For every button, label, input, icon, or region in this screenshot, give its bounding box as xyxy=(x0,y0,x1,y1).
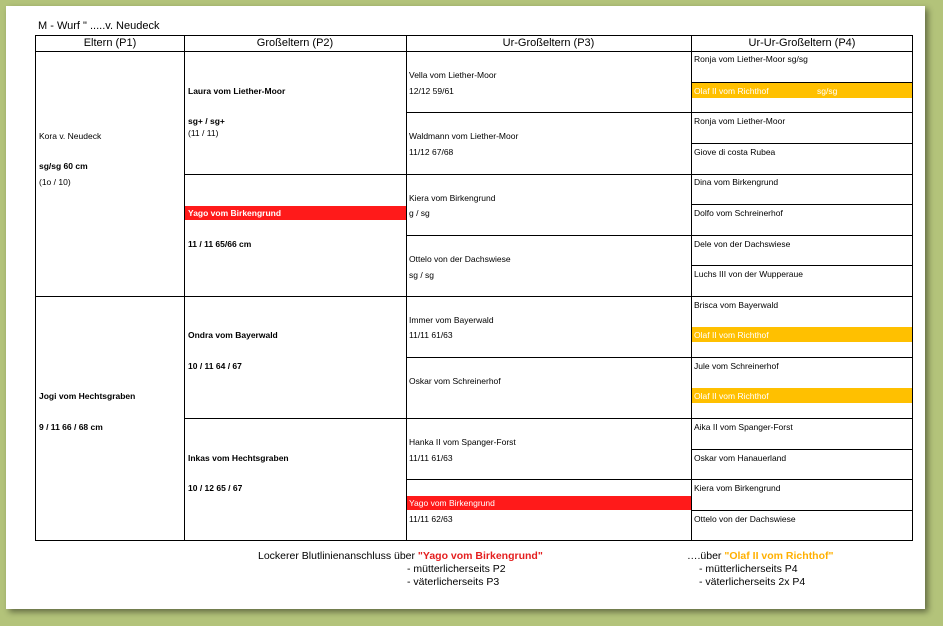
p3-hanka-rating: 11/11 61/63 xyxy=(409,453,453,463)
p3-yago-rating: 11/11 62/63 xyxy=(409,514,453,524)
p4-item: Ottelo von der Dachswiese xyxy=(694,514,796,524)
p3-waldmann-rating: 11/12 67/68 xyxy=(409,147,454,157)
p3-kiera-name: Kiera vom Birkengrund xyxy=(409,193,496,203)
p2-yago-rating: 11 / 11 65/66 cm xyxy=(188,239,252,249)
header-divider xyxy=(36,51,912,52)
p3-waldmann-name: Waldmann vom Liether-Moor xyxy=(409,131,519,141)
row-divider xyxy=(406,357,912,358)
row-divider xyxy=(184,418,912,419)
row-divider xyxy=(184,174,912,175)
legend-left-prefix: Lockerer Blutlinienanschluss über xyxy=(258,550,418,562)
p3-yago-name: Yago vom Birkengrund xyxy=(409,498,495,508)
row-divider xyxy=(691,204,912,205)
p3-vella-name: Vella vom Liether-Moor xyxy=(409,70,497,80)
p2-inkas-rating: 10 / 12 65 / 67 xyxy=(188,483,243,493)
p3-vella-rating: 12/12 59/61 xyxy=(409,86,454,96)
row-divider xyxy=(691,143,912,144)
row-divider xyxy=(691,449,912,450)
p4-item: Olaf II vom Richthof xyxy=(694,391,769,401)
legend-left-highlight: "Yago vom Birkengrund" xyxy=(417,550,543,562)
p1-sire-rating: 9 / 11 66 / 68 cm xyxy=(39,422,103,432)
p1-dam-extra: (1o / 10) xyxy=(39,177,71,187)
p1-dam-name: Kora v. Neudeck xyxy=(39,131,102,141)
p3-hanka-name: Hanka II vom Spanger-Forst xyxy=(409,437,516,447)
p2-laura-rating: sg+ / sg+ xyxy=(188,116,225,126)
legend-left-title xyxy=(258,550,543,562)
p4-item: Dina vom Birkengrund xyxy=(694,177,779,187)
header-p1: Eltern (P1) xyxy=(83,37,137,49)
row-divider xyxy=(691,510,912,511)
p2-ondra-rating: 10 / 11 64 / 67 xyxy=(188,361,242,371)
legend-right-line1: - mütterlicherseits P4 xyxy=(699,563,798,575)
p4-item: Dele von der Dachswiese xyxy=(694,239,791,249)
p3-immer-name: Immer vom Bayerwald xyxy=(409,315,494,325)
p4-item: Jule vom Schreinerhof xyxy=(694,361,779,371)
p3-immer-rating: 11/11 61/63 xyxy=(409,330,453,340)
row-divider xyxy=(406,479,912,480)
document-page xyxy=(6,6,925,609)
p4-item: Dolfo vom Schreinerhof xyxy=(694,208,783,218)
row-divider xyxy=(406,235,912,236)
p2-ondra-name: Ondra vom Bayerwald xyxy=(188,330,278,340)
p3-ottelo-name: Ottelo von der Dachswiese xyxy=(409,254,511,264)
p3-ottelo-rating: sg / sg xyxy=(409,270,435,280)
p4-item: Ronja vom Liether-Moor sg/sg xyxy=(694,54,808,64)
legend-left-line2: - väterlicherseits P3 xyxy=(407,576,500,588)
p4-item: Luchs III von der Wupperaue xyxy=(694,269,803,279)
header-p4: Ur-Ur-Großeltern (P4) xyxy=(748,37,856,49)
p4-item: Giove di costa Rubea xyxy=(694,147,776,157)
p4-item: Aika II vom Spanger-Forst xyxy=(694,422,793,432)
legend-left-line1: - mütterlicherseits P2 xyxy=(407,563,506,575)
pedigree-table xyxy=(35,35,913,541)
p3-kiera-rating: g / sg xyxy=(409,208,430,218)
legend-right-prefix: ….über xyxy=(687,550,725,562)
p4-item-rating: sg/sg xyxy=(817,86,838,96)
p2-inkas-name: Inkas vom Hechtsgraben xyxy=(188,453,289,463)
row-divider xyxy=(691,265,912,266)
p1-sire-name: Jogi vom Hechtsgraben xyxy=(39,391,136,401)
legend-right-title xyxy=(687,550,834,562)
row-divider xyxy=(36,296,912,297)
p4-item: Olaf II vom Richthof xyxy=(694,330,769,340)
header-p3: Ur-Großeltern (P3) xyxy=(502,37,595,49)
row-divider xyxy=(406,112,912,113)
p4-item: Kiera vom Birkengrund xyxy=(694,483,781,493)
p4-item: Oskar vom Hanauerland xyxy=(694,453,787,463)
p2-laura-name: Laura vom Liether-Moor xyxy=(188,86,286,96)
legend-right-line2: - väterlicherseits 2x P4 xyxy=(699,576,806,588)
p4-item: Olaf II vom Richthof xyxy=(694,86,769,96)
p3-oskar-name: Oskar vom Schreinerhof xyxy=(409,376,501,386)
legend-right-highlight: "Olaf II vom Richthof" xyxy=(724,550,834,562)
column-divider xyxy=(184,36,185,540)
p2-laura-extra: (11 / 11) xyxy=(188,128,219,138)
p4-item: Ronja vom Liether-Moor xyxy=(694,116,786,126)
p1-dam-rating: sg/sg 60 cm xyxy=(39,161,88,171)
p2-yago-name: Yago vom Birkengrund xyxy=(188,208,282,218)
header-p2: Großeltern (P2) xyxy=(256,37,334,49)
document-title: M - Wurf " .....v. Neudeck xyxy=(38,20,160,32)
p4-item: Brisca vom Bayerwald xyxy=(694,300,779,310)
